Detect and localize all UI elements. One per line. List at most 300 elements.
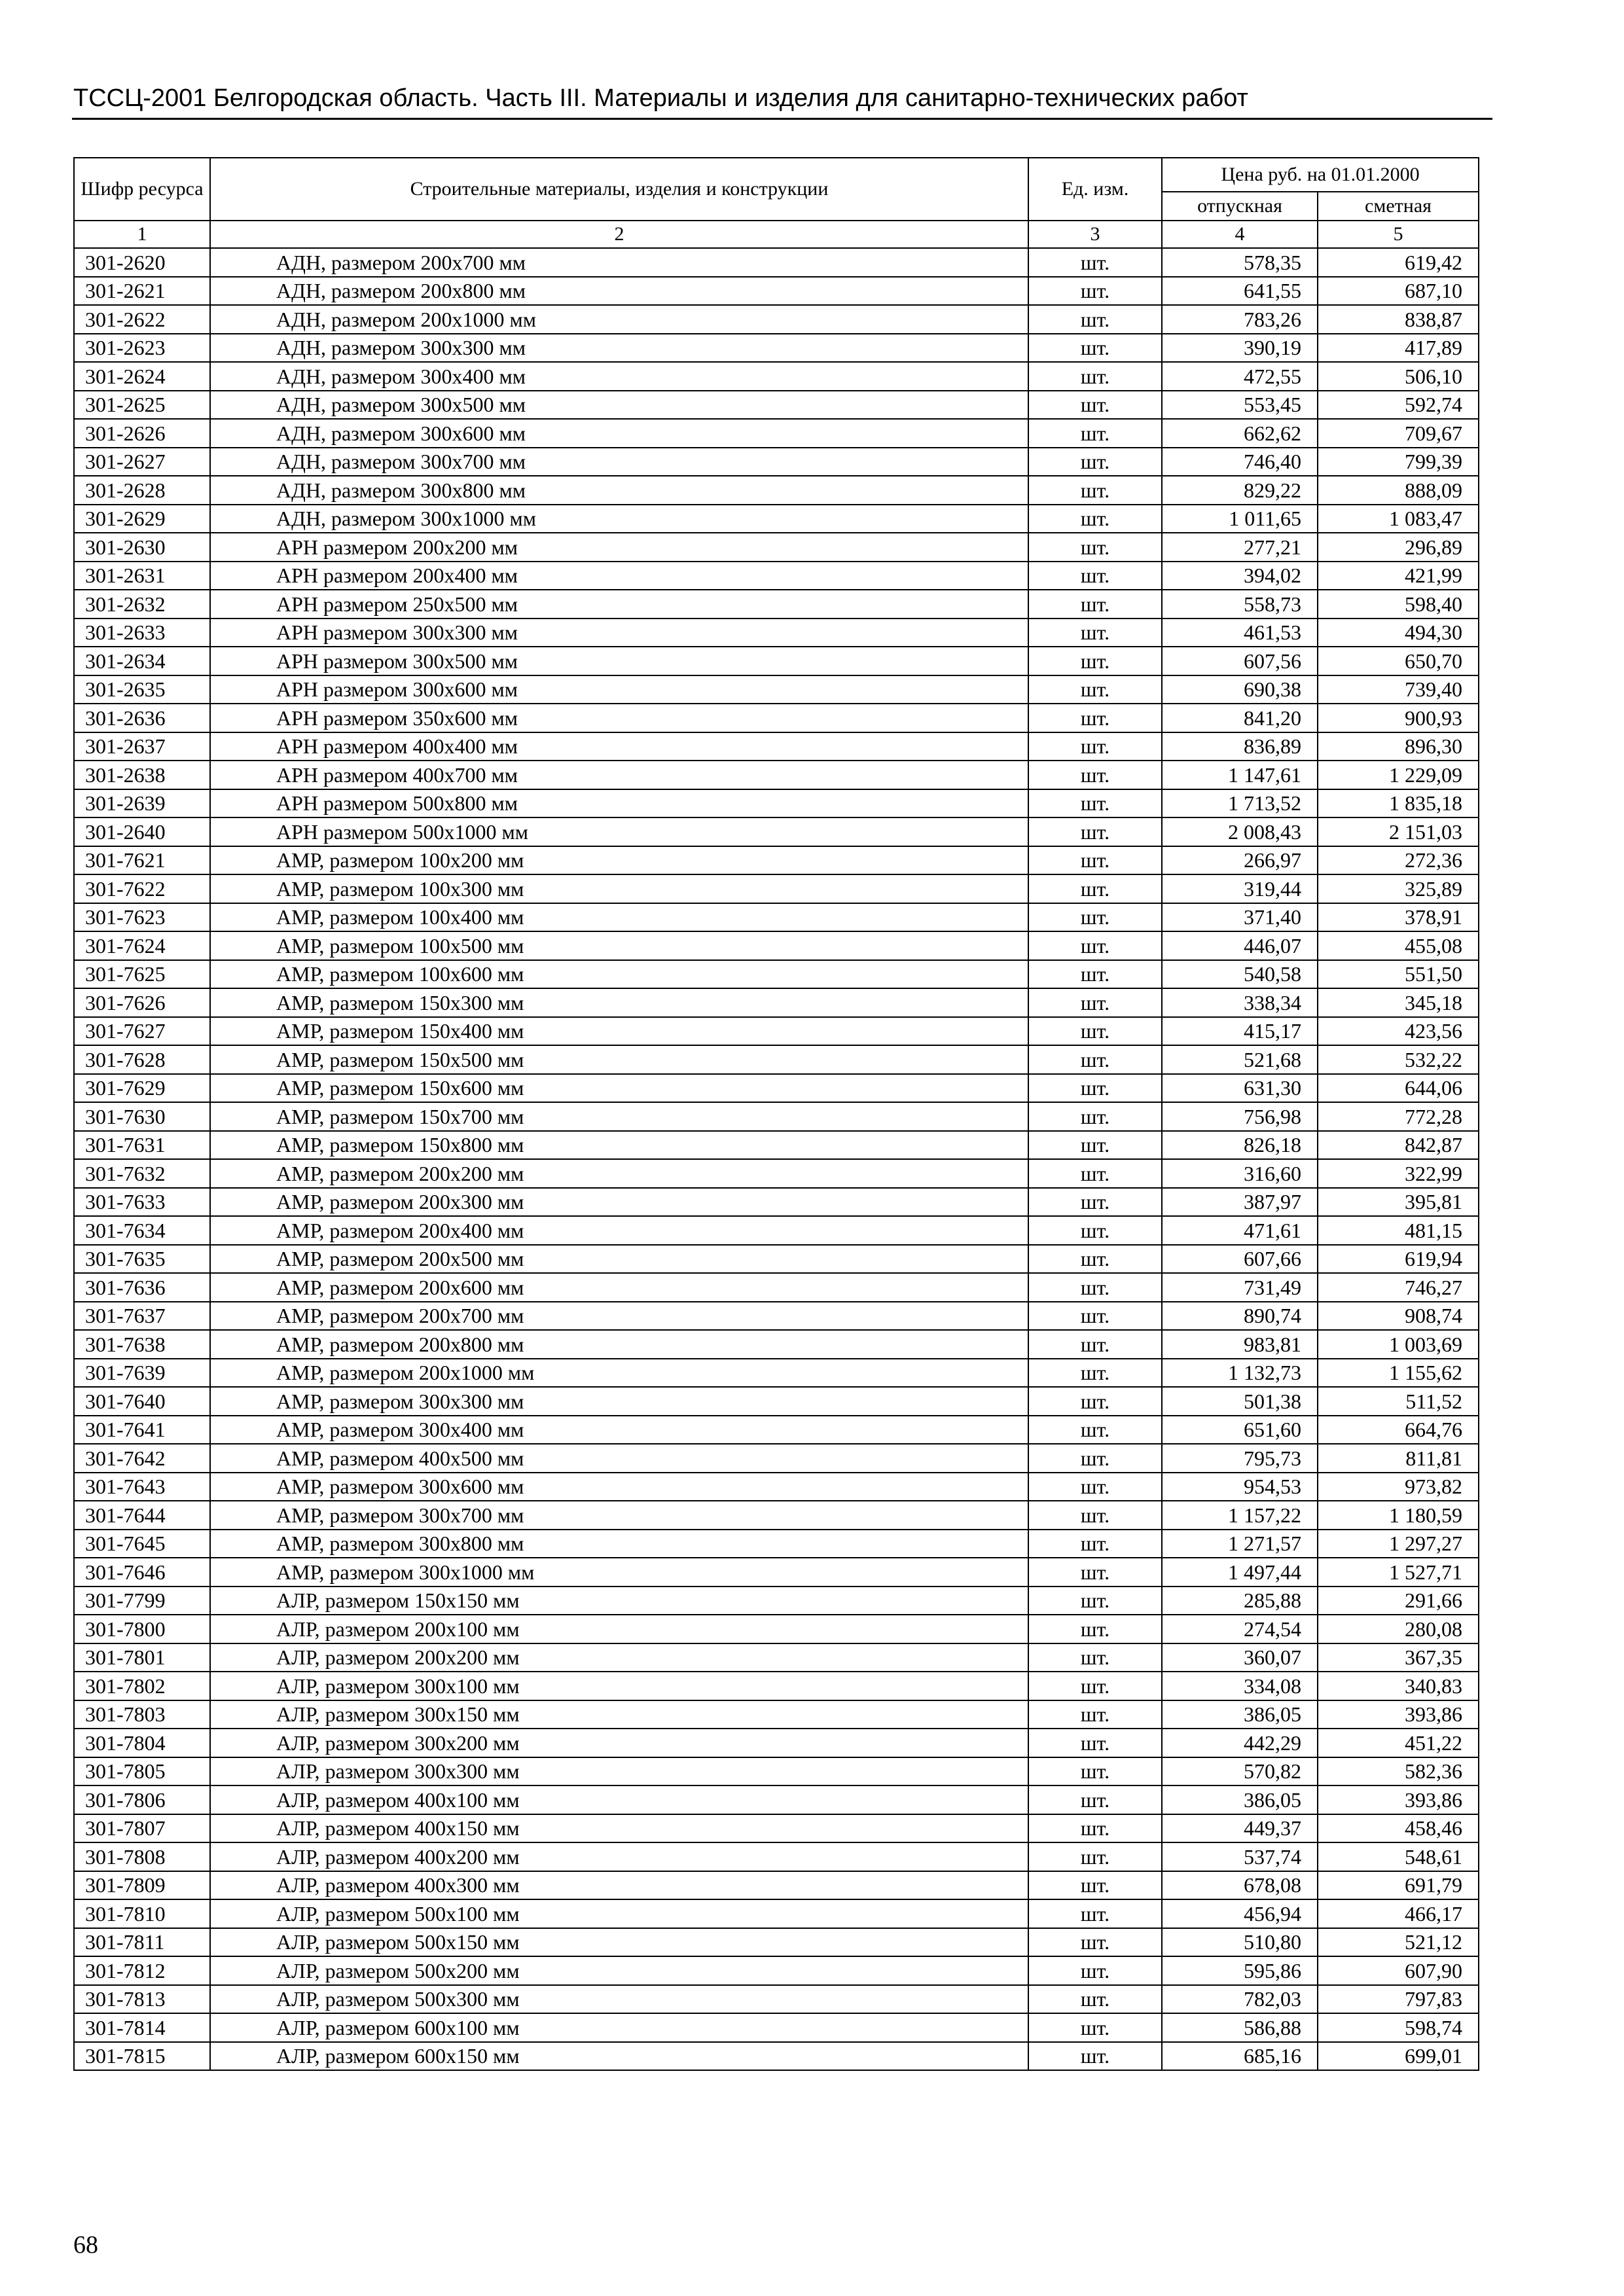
cell-estimate-price: 548,61 xyxy=(1318,1842,1479,1871)
cell-estimate-price: 466,17 xyxy=(1318,1899,1479,1928)
cell-code: 301-7633 xyxy=(74,1188,210,1217)
cell-name: АМР, размером 200x300 мм xyxy=(210,1188,1028,1217)
cell-name: АМР, размером 300x800 мм xyxy=(210,1530,1028,1558)
cell-code: 301-7812 xyxy=(74,1956,210,1985)
cell-estimate-price: 345,18 xyxy=(1318,988,1479,1017)
table-row xyxy=(74,846,1479,875)
cell-code: 301-7625 xyxy=(74,960,210,989)
cell-name: АМР, размером 200x600 мм xyxy=(210,1273,1028,1302)
cell-code: 301-7630 xyxy=(74,1102,210,1131)
table-row xyxy=(74,761,1479,789)
cell-name: АРН размером 400x400 мм xyxy=(210,732,1028,761)
table-row xyxy=(74,1444,1479,1473)
cell-code: 301-7621 xyxy=(74,846,210,875)
cell-estimate-price: 900,93 xyxy=(1318,704,1479,732)
cell-unit: шт. xyxy=(1028,419,1162,448)
cell-release-price: 456,94 xyxy=(1162,1899,1318,1928)
cell-code: 301-7638 xyxy=(74,1330,210,1359)
cell-release-price: 1 147,61 xyxy=(1162,761,1318,789)
cell-name: АЛР, размером 200x100 мм xyxy=(210,1615,1028,1643)
cell-estimate-price: 799,39 xyxy=(1318,448,1479,476)
cell-code: 301-7635 xyxy=(74,1245,210,1274)
table-row xyxy=(74,2013,1479,2042)
cell-release-price: 662,62 xyxy=(1162,419,1318,448)
cell-estimate-price: 423,56 xyxy=(1318,1017,1479,1046)
cell-estimate-price: 709,67 xyxy=(1318,419,1479,448)
cell-estimate-price: 511,52 xyxy=(1318,1387,1479,1416)
cell-unit: шт. xyxy=(1028,1672,1162,1700)
column-number-5: 5 xyxy=(1318,221,1479,248)
cell-code: 301-7631 xyxy=(74,1131,210,1160)
cell-estimate-price: 551,50 xyxy=(1318,960,1479,989)
cell-unit: шт. xyxy=(1028,931,1162,960)
table-row xyxy=(74,675,1479,704)
table-row xyxy=(74,1729,1479,1757)
cell-code: 301-7806 xyxy=(74,1785,210,1814)
cell-code: 301-7815 xyxy=(74,2042,210,2071)
table-header xyxy=(74,158,1479,248)
table-row xyxy=(74,1074,1479,1103)
cell-unit: шт. xyxy=(1028,362,1162,391)
cell-release-price: 371,40 xyxy=(1162,903,1318,932)
cell-release-price: 510,80 xyxy=(1162,1928,1318,1957)
cell-code: 301-7803 xyxy=(74,1700,210,1729)
cell-name: АДН, размером 200x1000 мм xyxy=(210,305,1028,334)
cell-unit: шт. xyxy=(1028,448,1162,476)
cell-release-price: 537,74 xyxy=(1162,1842,1318,1871)
cell-code: 301-2622 xyxy=(74,305,210,334)
cell-unit: шт. xyxy=(1028,1387,1162,1416)
cell-name: АЛР, размером 400x200 мм xyxy=(210,1842,1028,1871)
cell-estimate-price: 395,81 xyxy=(1318,1188,1479,1217)
cell-code: 301-7809 xyxy=(74,1871,210,1900)
cell-release-price: 607,56 xyxy=(1162,647,1318,675)
cell-release-price: 274,54 xyxy=(1162,1615,1318,1643)
cell-name: АЛР, размером 600x100 мм xyxy=(210,2013,1028,2042)
table-row xyxy=(74,988,1479,1017)
header-unit: Ед. изм. xyxy=(1028,158,1162,221)
cell-estimate-price: 1 229,09 xyxy=(1318,761,1479,789)
cell-code: 301-7811 xyxy=(74,1928,210,1957)
cell-release-price: 415,17 xyxy=(1162,1017,1318,1046)
cell-estimate-price: 1 297,27 xyxy=(1318,1530,1479,1558)
cell-name: АРН размером 350x600 мм xyxy=(210,704,1028,732)
table-row xyxy=(74,817,1479,846)
cell-code: 301-7799 xyxy=(74,1587,210,1615)
cell-name: АМР, размером 100x500 мм xyxy=(210,931,1028,960)
cell-name: АРН размером 300x500 мм xyxy=(210,647,1028,675)
table-row xyxy=(74,1672,1479,1700)
cell-code: 301-2633 xyxy=(74,619,210,647)
cell-unit: шт. xyxy=(1028,1473,1162,1501)
cell-code: 301-7805 xyxy=(74,1757,210,1786)
cell-code: 301-7801 xyxy=(74,1643,210,1672)
cell-name: АЛР, размером 200x200 мм xyxy=(210,1643,1028,1672)
cell-name: АМР, размером 150x700 мм xyxy=(210,1102,1028,1131)
cell-release-price: 461,53 xyxy=(1162,619,1318,647)
table-row xyxy=(74,1245,1479,1274)
cell-release-price: 836,89 xyxy=(1162,732,1318,761)
cell-name: АМР, размером 300x300 мм xyxy=(210,1387,1028,1416)
cell-release-price: 1 157,22 xyxy=(1162,1501,1318,1530)
table-row xyxy=(74,305,1479,334)
table-row xyxy=(74,931,1479,960)
table-row xyxy=(74,704,1479,732)
cell-code: 301-7634 xyxy=(74,1216,210,1245)
table-row xyxy=(74,1416,1479,1444)
cell-name: АЛР, размером 500x300 мм xyxy=(210,1985,1028,2014)
cell-unit: шт. xyxy=(1028,789,1162,818)
table-row xyxy=(74,1615,1479,1643)
cell-code: 301-7810 xyxy=(74,1899,210,1928)
cell-release-price: 829,22 xyxy=(1162,476,1318,505)
cell-unit: шт. xyxy=(1028,1102,1162,1131)
cell-estimate-price: 393,86 xyxy=(1318,1785,1479,1814)
table-row xyxy=(74,1359,1479,1388)
cell-release-price: 390,19 xyxy=(1162,334,1318,363)
table-row xyxy=(74,1842,1479,1871)
table-row xyxy=(74,1045,1479,1074)
cell-name: АДН, размером 300x400 мм xyxy=(210,362,1028,391)
cell-estimate-price: 664,76 xyxy=(1318,1416,1479,1444)
cell-name: АМР, размером 100x300 мм xyxy=(210,874,1028,903)
cell-estimate-price: 592,74 xyxy=(1318,391,1479,420)
cell-release-price: 446,07 xyxy=(1162,931,1318,960)
cell-release-price: 319,44 xyxy=(1162,874,1318,903)
cell-release-price: 558,73 xyxy=(1162,590,1318,619)
table-row xyxy=(74,476,1479,505)
cell-estimate-price: 291,66 xyxy=(1318,1587,1479,1615)
cell-release-price: 890,74 xyxy=(1162,1302,1318,1331)
table-row xyxy=(74,1871,1479,1900)
cell-name: АМР, размером 300x400 мм xyxy=(210,1416,1028,1444)
cell-estimate-price: 322,99 xyxy=(1318,1159,1479,1188)
cell-unit: шт. xyxy=(1028,1131,1162,1160)
cell-name: АЛР, размером 400x150 мм xyxy=(210,1814,1028,1843)
cell-name: АРН размером 300x600 мм xyxy=(210,675,1028,704)
cell-release-price: 442,29 xyxy=(1162,1729,1318,1757)
column-number-1: 1 xyxy=(74,221,210,248)
cell-release-price: 266,97 xyxy=(1162,846,1318,875)
cell-release-price: 521,68 xyxy=(1162,1045,1318,1074)
cell-code: 301-2625 xyxy=(74,391,210,420)
cell-name: АДН, размером 300x600 мм xyxy=(210,419,1028,448)
header-release-price: отпускная xyxy=(1162,192,1318,221)
cell-release-price: 826,18 xyxy=(1162,1131,1318,1160)
header-rule xyxy=(72,118,1492,120)
cell-estimate-price: 1 083,47 xyxy=(1318,505,1479,533)
cell-code: 301-7813 xyxy=(74,1985,210,2014)
cell-code: 301-2629 xyxy=(74,505,210,533)
cell-release-price: 471,61 xyxy=(1162,1216,1318,1245)
cell-estimate-price: 797,83 xyxy=(1318,1985,1479,2014)
cell-unit: шт. xyxy=(1028,590,1162,619)
table-row xyxy=(74,1473,1479,1501)
cell-estimate-price: 772,28 xyxy=(1318,1102,1479,1131)
cell-release-price: 1 011,65 xyxy=(1162,505,1318,533)
cell-name: АМР, размером 150x400 мм xyxy=(210,1017,1028,1046)
cell-name: АМР, размером 150x300 мм xyxy=(210,988,1028,1017)
cell-name: АМР, размером 150x800 мм xyxy=(210,1131,1028,1160)
cell-estimate-price: 272,36 xyxy=(1318,846,1479,875)
cell-name: АМР, размером 200x700 мм xyxy=(210,1302,1028,1331)
cell-estimate-price: 746,27 xyxy=(1318,1273,1479,1302)
cell-code: 301-7639 xyxy=(74,1359,210,1388)
cell-code: 301-7642 xyxy=(74,1444,210,1473)
table-row xyxy=(74,1587,1479,1615)
table-row xyxy=(74,1785,1479,1814)
cell-name: АРН размером 500x800 мм xyxy=(210,789,1028,818)
cell-estimate-price: 417,89 xyxy=(1318,334,1479,363)
cell-code: 301-2626 xyxy=(74,419,210,448)
table-row xyxy=(74,505,1479,533)
cell-code: 301-2623 xyxy=(74,334,210,363)
cell-unit: шт. xyxy=(1028,562,1162,590)
cell-unit: шт. xyxy=(1028,305,1162,334)
cell-code: 301-2639 xyxy=(74,789,210,818)
cell-code: 301-7632 xyxy=(74,1159,210,1188)
cell-name: АМР, размером 300x600 мм xyxy=(210,1473,1028,1501)
cell-name: АМР, размером 150x600 мм xyxy=(210,1074,1028,1103)
cell-name: АДН, размером 300x500 мм xyxy=(210,391,1028,420)
cell-unit: шт. xyxy=(1028,846,1162,875)
cell-code: 301-7623 xyxy=(74,903,210,932)
cell-code: 301-2640 xyxy=(74,817,210,846)
cell-release-price: 2 008,43 xyxy=(1162,817,1318,846)
cell-unit: шт. xyxy=(1028,1444,1162,1473)
cell-code: 301-2632 xyxy=(74,590,210,619)
cell-unit: шт. xyxy=(1028,1530,1162,1558)
cell-code: 301-7628 xyxy=(74,1045,210,1074)
cell-release-price: 578,35 xyxy=(1162,248,1318,277)
cell-name: АРН размером 200x400 мм xyxy=(210,562,1028,590)
cell-estimate-price: 811,81 xyxy=(1318,1444,1479,1473)
cell-unit: шт. xyxy=(1028,1757,1162,1786)
cell-code: 301-7646 xyxy=(74,1558,210,1587)
table-row xyxy=(74,1558,1479,1587)
table-row xyxy=(74,1700,1479,1729)
cell-estimate-price: 296,89 xyxy=(1318,533,1479,562)
cell-code: 301-2634 xyxy=(74,647,210,675)
cell-name: АМР, размером 100x400 мм xyxy=(210,903,1028,932)
cell-estimate-price: 340,83 xyxy=(1318,1672,1479,1700)
cell-release-price: 641,55 xyxy=(1162,277,1318,306)
cell-name: АРН размером 400x700 мм xyxy=(210,761,1028,789)
table-row xyxy=(74,1302,1479,1331)
cell-estimate-price: 458,46 xyxy=(1318,1814,1479,1843)
cell-code: 301-7637 xyxy=(74,1302,210,1331)
cell-unit: шт. xyxy=(1028,817,1162,846)
cell-unit: шт. xyxy=(1028,476,1162,505)
cell-estimate-price: 2 151,03 xyxy=(1318,817,1479,846)
cell-name: АДН, размером 200x800 мм xyxy=(210,277,1028,306)
table-body xyxy=(74,248,1479,2070)
table-row xyxy=(74,1899,1479,1928)
table-row xyxy=(74,1530,1479,1558)
cell-estimate-price: 598,74 xyxy=(1318,2013,1479,2042)
cell-estimate-price: 494,30 xyxy=(1318,619,1479,647)
table-row xyxy=(74,1131,1479,1160)
cell-name: АЛР, размером 300x150 мм xyxy=(210,1700,1028,1729)
cell-unit: шт. xyxy=(1028,1188,1162,1217)
cell-release-price: 783,26 xyxy=(1162,305,1318,334)
cell-code: 301-7641 xyxy=(74,1416,210,1444)
table-row xyxy=(74,277,1479,306)
cell-name: АМР, размером 400x500 мм xyxy=(210,1444,1028,1473)
cell-code: 301-2628 xyxy=(74,476,210,505)
cell-estimate-price: 650,70 xyxy=(1318,647,1479,675)
cell-name: АМР, размером 200x800 мм xyxy=(210,1330,1028,1359)
table-row xyxy=(74,562,1479,590)
cell-name: АМР, размером 200x400 мм xyxy=(210,1216,1028,1245)
table-row xyxy=(74,1985,1479,2014)
cell-estimate-price: 644,06 xyxy=(1318,1074,1479,1103)
cell-name: АМР, размером 100x200 мм xyxy=(210,846,1028,875)
cell-release-price: 570,82 xyxy=(1162,1757,1318,1786)
cell-code: 301-2620 xyxy=(74,248,210,277)
cell-release-price: 631,30 xyxy=(1162,1074,1318,1103)
cell-unit: шт. xyxy=(1028,1245,1162,1274)
cell-release-price: 756,98 xyxy=(1162,1102,1318,1131)
cell-unit: шт. xyxy=(1028,1416,1162,1444)
cell-name: АДН, размером 300x300 мм xyxy=(210,334,1028,363)
cell-release-price: 795,73 xyxy=(1162,1444,1318,1473)
cell-unit: шт. xyxy=(1028,1159,1162,1188)
cell-name: АМР, размером 200x1000 мм xyxy=(210,1359,1028,1388)
cell-release-price: 685,16 xyxy=(1162,2042,1318,2071)
cell-name: АЛР, размером 300x100 мм xyxy=(210,1672,1028,1700)
cell-unit: шт. xyxy=(1028,1956,1162,1985)
cell-estimate-price: 280,08 xyxy=(1318,1615,1479,1643)
cell-estimate-price: 896,30 xyxy=(1318,732,1479,761)
cell-name: АРН размером 200x200 мм xyxy=(210,533,1028,562)
cell-name: АДН, размером 300x800 мм xyxy=(210,476,1028,505)
cell-name: АЛР, размером 400x300 мм xyxy=(210,1871,1028,1900)
cell-unit: шт. xyxy=(1028,1899,1162,1928)
cell-estimate-price: 908,74 xyxy=(1318,1302,1479,1331)
cell-unit: шт. xyxy=(1028,248,1162,277)
cell-unit: шт. xyxy=(1028,619,1162,647)
table-row xyxy=(74,362,1479,391)
cell-unit: шт. xyxy=(1028,704,1162,732)
cell-estimate-price: 367,35 xyxy=(1318,1643,1479,1672)
cell-unit: шт. xyxy=(1028,647,1162,675)
page-header-title: ТССЦ-2001 Белгородская область. Часть III. Материалы и изделия для санитарно-технических работ xyxy=(73,84,1248,112)
cell-release-price: 651,60 xyxy=(1162,1416,1318,1444)
cell-release-price: 595,86 xyxy=(1162,1956,1318,1985)
cell-estimate-price: 378,91 xyxy=(1318,903,1479,932)
cell-name: АЛР, размером 150x150 мм xyxy=(210,1587,1028,1615)
cell-estimate-price: 481,15 xyxy=(1318,1216,1479,1245)
cell-unit: шт. xyxy=(1028,277,1162,306)
cell-code: 301-7802 xyxy=(74,1672,210,1700)
cell-unit: шт. xyxy=(1028,1017,1162,1046)
cell-name: АДН, размером 200x700 мм xyxy=(210,248,1028,277)
table-row xyxy=(74,533,1479,562)
cell-estimate-price: 842,87 xyxy=(1318,1131,1479,1160)
cell-estimate-price: 739,40 xyxy=(1318,675,1479,704)
cell-unit: шт. xyxy=(1028,1814,1162,1843)
cell-code: 301-2637 xyxy=(74,732,210,761)
cell-unit: шт. xyxy=(1028,1985,1162,2014)
column-number-4: 4 xyxy=(1162,221,1318,248)
column-number-3: 3 xyxy=(1028,221,1162,248)
header-price-group: Цена руб. на 01.01.2000 xyxy=(1162,158,1479,192)
cell-code: 301-7804 xyxy=(74,1729,210,1757)
table-row xyxy=(74,874,1479,903)
cell-name: АРН размером 300x300 мм xyxy=(210,619,1028,647)
cell-unit: шт. xyxy=(1028,1785,1162,1814)
table-row xyxy=(74,1273,1479,1302)
cell-release-price: 387,97 xyxy=(1162,1188,1318,1217)
cell-unit: шт. xyxy=(1028,960,1162,989)
cell-code: 301-7640 xyxy=(74,1387,210,1416)
cell-name: АДН, размером 300x1000 мм xyxy=(210,505,1028,533)
cell-estimate-price: 1 835,18 xyxy=(1318,789,1479,818)
cell-unit: шт. xyxy=(1028,1643,1162,1672)
cell-release-price: 782,03 xyxy=(1162,1985,1318,2014)
cell-unit: шт. xyxy=(1028,1558,1162,1587)
cell-unit: шт. xyxy=(1028,1074,1162,1103)
cell-release-price: 746,40 xyxy=(1162,448,1318,476)
cell-unit: шт. xyxy=(1028,1302,1162,1331)
cell-code: 301-7629 xyxy=(74,1074,210,1103)
cell-estimate-price: 393,86 xyxy=(1318,1700,1479,1729)
cell-release-price: 1 132,73 xyxy=(1162,1359,1318,1388)
cell-unit: шт. xyxy=(1028,2042,1162,2071)
cell-release-price: 501,38 xyxy=(1162,1387,1318,1416)
cell-unit: шт. xyxy=(1028,1700,1162,1729)
cell-unit: шт. xyxy=(1028,334,1162,363)
cell-release-price: 731,49 xyxy=(1162,1273,1318,1302)
table-row xyxy=(74,391,1479,420)
cell-code: 301-7644 xyxy=(74,1501,210,1530)
cell-estimate-price: 619,94 xyxy=(1318,1245,1479,1274)
cell-estimate-price: 607,90 xyxy=(1318,1956,1479,1985)
table-row xyxy=(74,732,1479,761)
cell-release-price: 360,07 xyxy=(1162,1643,1318,1672)
table-row xyxy=(74,1017,1479,1046)
cell-code: 301-7800 xyxy=(74,1615,210,1643)
cell-release-price: 1 713,52 xyxy=(1162,789,1318,818)
table-row xyxy=(74,1643,1479,1672)
cell-estimate-price: 619,42 xyxy=(1318,248,1479,277)
cell-estimate-price: 421,99 xyxy=(1318,562,1479,590)
cell-release-price: 690,38 xyxy=(1162,675,1318,704)
cell-estimate-price: 455,08 xyxy=(1318,931,1479,960)
cell-unit: шт. xyxy=(1028,1273,1162,1302)
cell-code: 301-2636 xyxy=(74,704,210,732)
cell-unit: шт. xyxy=(1028,533,1162,562)
page-number: 68 xyxy=(73,2231,98,2259)
cell-unit: шт. xyxy=(1028,874,1162,903)
table-row xyxy=(74,789,1479,818)
cell-name: АЛР, размером 400x100 мм xyxy=(210,1785,1028,1814)
table-row xyxy=(74,1330,1479,1359)
cell-name: АМР, размером 300x700 мм xyxy=(210,1501,1028,1530)
cell-code: 301-2624 xyxy=(74,362,210,391)
header-code: Шифр ресурса xyxy=(74,158,210,221)
cell-release-price: 449,37 xyxy=(1162,1814,1318,1843)
cell-name: АМР, размером 100x600 мм xyxy=(210,960,1028,989)
cell-code: 301-2621 xyxy=(74,277,210,306)
cell-release-price: 285,88 xyxy=(1162,1587,1318,1615)
table-row xyxy=(74,419,1479,448)
table-row xyxy=(74,448,1479,476)
cell-unit: шт. xyxy=(1028,1216,1162,1245)
table-row xyxy=(74,960,1479,989)
cell-release-price: 678,08 xyxy=(1162,1871,1318,1900)
